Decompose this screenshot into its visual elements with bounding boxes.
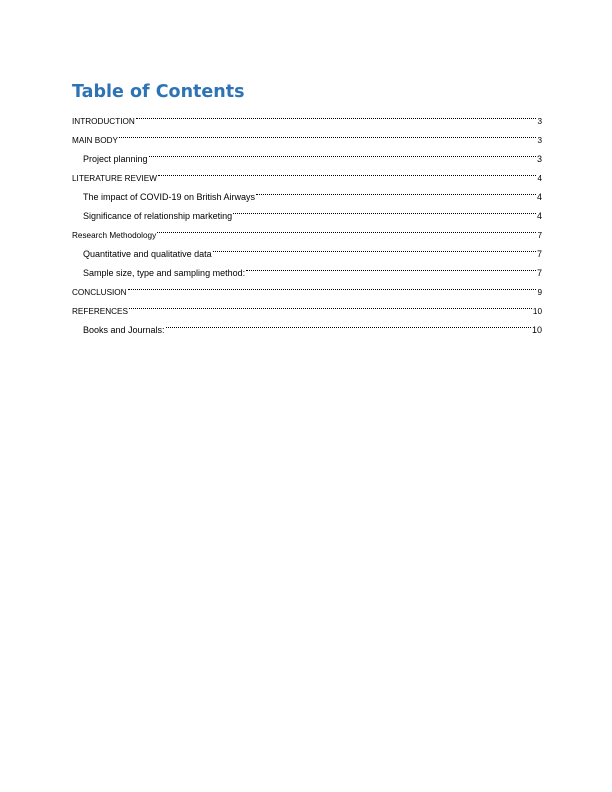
- toc-leader-dots: [213, 238, 536, 257]
- toc-list: [72, 105, 542, 333]
- toc-leader-dots: [157, 219, 536, 238]
- toc-leader-dots: [136, 105, 537, 124]
- toc-entry-page: 7: [537, 231, 542, 240]
- toc-entry-label: Quantitative and qualitative data: [83, 249, 212, 259]
- toc-leader-dots: [119, 124, 536, 143]
- toc-entry[interactable]: [72, 276, 542, 295]
- toc-entry-label: Sample size, type and sampling method:: [83, 268, 246, 278]
- toc-entry-page: 7: [536, 268, 542, 278]
- toc-entry-page: 4: [536, 211, 542, 221]
- toc-entry[interactable]: [72, 124, 542, 143]
- toc-entry-page: 3: [537, 117, 542, 126]
- toc-entry-page: 3: [536, 154, 542, 164]
- toc-entry-page: 3: [537, 136, 542, 145]
- toc-entry[interactable]: [72, 295, 542, 314]
- toc-leader-dots: [129, 295, 532, 314]
- table-of-contents: [72, 82, 542, 333]
- toc-entry-page: 4: [536, 192, 542, 202]
- toc-leader-dots: [158, 162, 537, 181]
- toc-entry[interactable]: [72, 314, 542, 333]
- toc-entry-page: 9: [537, 288, 542, 297]
- toc-entry-page: 7: [536, 249, 542, 259]
- toc-entry-label: CONCLUSION: [72, 288, 127, 297]
- toc-entry-page: 10: [532, 307, 542, 316]
- toc-leader-dots: [166, 314, 531, 333]
- toc-entry-label: Research Methodology: [72, 231, 157, 240]
- toc-entry-page: 4: [537, 174, 542, 183]
- toc-leader-dots: [149, 143, 536, 162]
- toc-entry-label: Significance of relationship marketing: [83, 211, 233, 221]
- toc-leader-dots: [128, 276, 537, 295]
- toc-entry-label: Project planning: [83, 154, 148, 164]
- toc-entry-label: REFERENCES: [72, 307, 128, 316]
- toc-entry-label: INTRODUCTION: [72, 117, 135, 126]
- toc-entry[interactable]: [72, 143, 542, 162]
- toc-title: Table of Contents: [72, 82, 245, 102]
- toc-leader-dots: [256, 181, 536, 200]
- toc-entry-page: 10: [531, 325, 542, 335]
- toc-entry-label: Books and Journals:: [83, 325, 165, 335]
- toc-leader-dots: [233, 200, 536, 219]
- toc-leader-dots: [246, 257, 536, 276]
- toc-entry-label: The impact of COVID-19 on British Airways: [83, 192, 256, 202]
- toc-entry-label: LITERATURE REVIEW: [72, 174, 157, 183]
- toc-entry-label: MAIN BODY: [72, 136, 118, 145]
- toc-entry[interactable]: [72, 105, 542, 124]
